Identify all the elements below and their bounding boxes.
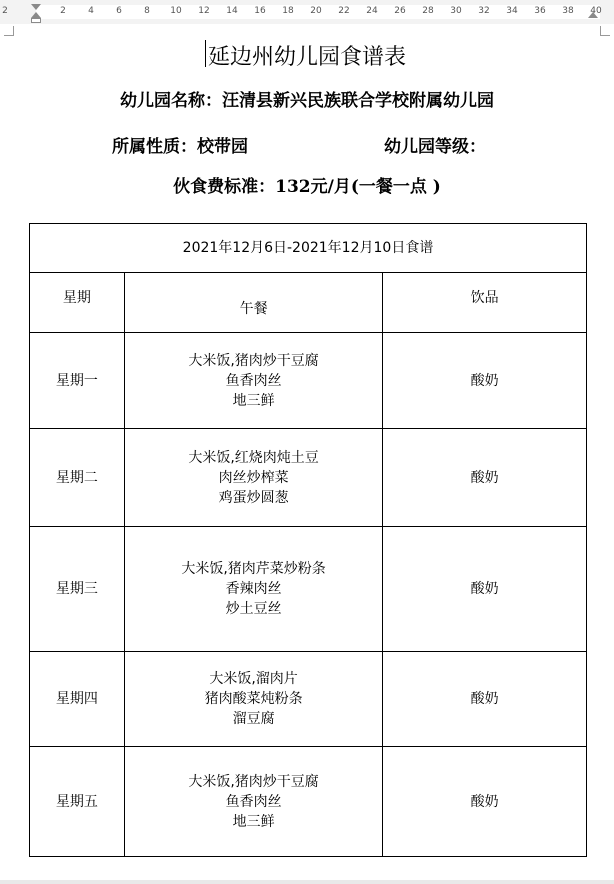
table-caption: 2021年12月6日-2021年12月10日食谱 (30, 224, 587, 273)
ruler-tick: 38 (562, 6, 574, 16)
dish-item: 大米饭,溜肉片 (209, 671, 298, 687)
ruler-tick: 24 (366, 6, 378, 16)
ruler-tick: 30 (450, 6, 462, 16)
lunch-cell (124, 527, 383, 652)
kindergarten-nature: 所属性质：校带园 (112, 137, 248, 157)
dish-item: 大米饭,猪肉芹菜炒粉条 (181, 561, 326, 577)
ruler-tick: 14 (226, 6, 238, 16)
ruler-tick: 32 (478, 6, 490, 16)
document-title: 延边州幼儿园食谱表 (207, 45, 406, 70)
table-row (30, 652, 587, 747)
ruler-tick: 20 (310, 6, 322, 16)
table-row (30, 747, 587, 857)
day-cell: 星期二 (30, 429, 125, 527)
kindergarten-grade: 幼儿园等级： (384, 137, 486, 157)
header-lunch: 午餐 (124, 273, 383, 333)
ruler-tick: 26 (394, 6, 406, 16)
dish-item: 鸡蛋炒圆葱 (218, 489, 289, 506)
ruler-tick: 10 (170, 6, 182, 16)
dish-item: 地三鲜 (232, 813, 275, 830)
ruler-tick: 16 (254, 6, 266, 16)
right-indent-marker[interactable] (588, 12, 598, 18)
dish-item: 溜豆腐 (232, 711, 275, 727)
table-row (30, 527, 587, 652)
ruler-tick: 22 (338, 6, 350, 16)
ruler-tick: 4 (88, 6, 94, 16)
dish-item: 大米饭,猪肉炒干豆腐 (188, 352, 319, 369)
dish-item: 猪肉酸菜炖粉条 (204, 691, 303, 707)
dish-item: 香辣肉丝 (225, 581, 282, 597)
header-day: 星期 (30, 273, 125, 333)
dish-item: 大米饭,猪肉炒干豆腐 (188, 773, 319, 790)
dish-item: 鱼香肉丝 (225, 372, 282, 389)
day-cell: 星期三 (30, 527, 125, 652)
meal-fee-standard: 伙食费标准：132元/月(一餐一点 ) (173, 177, 441, 197)
ruler-tick: 34 (506, 6, 518, 16)
left-indent-marker[interactable] (31, 18, 41, 23)
lunch-cell (124, 429, 383, 527)
dish-item: 地三鲜 (232, 392, 275, 409)
ruler-tick: 18 (282, 6, 294, 16)
drink-cell: 酸奶 (383, 429, 587, 527)
day-cell: 星期五 (30, 747, 125, 857)
text-cursor (205, 40, 206, 67)
margin-corner-mark (600, 26, 610, 36)
drink-cell: 酸奶 (383, 652, 587, 747)
header-drink: 饮品 (383, 273, 587, 333)
ruler-tick: 12 (198, 6, 210, 16)
ruler-tick: 40 (590, 6, 602, 16)
lunch-cell (124, 747, 383, 857)
day-cell: 星期一 (30, 333, 125, 429)
drink-cell: 酸奶 (383, 747, 587, 857)
ruler-tick: 2 (2, 6, 8, 16)
dish-item: 肉丝炒榨菜 (218, 469, 289, 486)
dish-item: 鱼香肉丝 (225, 793, 282, 810)
lunch-cell (124, 333, 383, 429)
table-row (30, 429, 587, 527)
horizontal-ruler[interactable] (0, 0, 614, 24)
page-bottom-edge (0, 880, 614, 884)
lunch-cell (124, 652, 383, 747)
ruler-tick: 36 (534, 6, 546, 16)
ruler-tick: 28 (422, 6, 434, 16)
ruler-tick: 6 (116, 6, 122, 16)
drink-cell: 酸奶 (383, 333, 587, 429)
margin-corner-mark (4, 26, 14, 36)
kindergarten-name: 幼儿园名称：汪清县新兴民族联合学校附属幼儿园 (120, 91, 494, 111)
ruler-tick: 8 (144, 6, 150, 16)
day-cell: 星期四 (30, 652, 125, 747)
table-row (30, 333, 587, 429)
dish-item: 炒土豆丝 (225, 601, 282, 617)
menu-table (29, 223, 587, 857)
first-line-indent-marker[interactable] (31, 4, 41, 10)
drink-cell: 酸奶 (383, 527, 587, 652)
dish-item: 大米饭,红烧肉炖土豆 (188, 449, 319, 466)
ruler-tick: 2 (60, 6, 66, 16)
